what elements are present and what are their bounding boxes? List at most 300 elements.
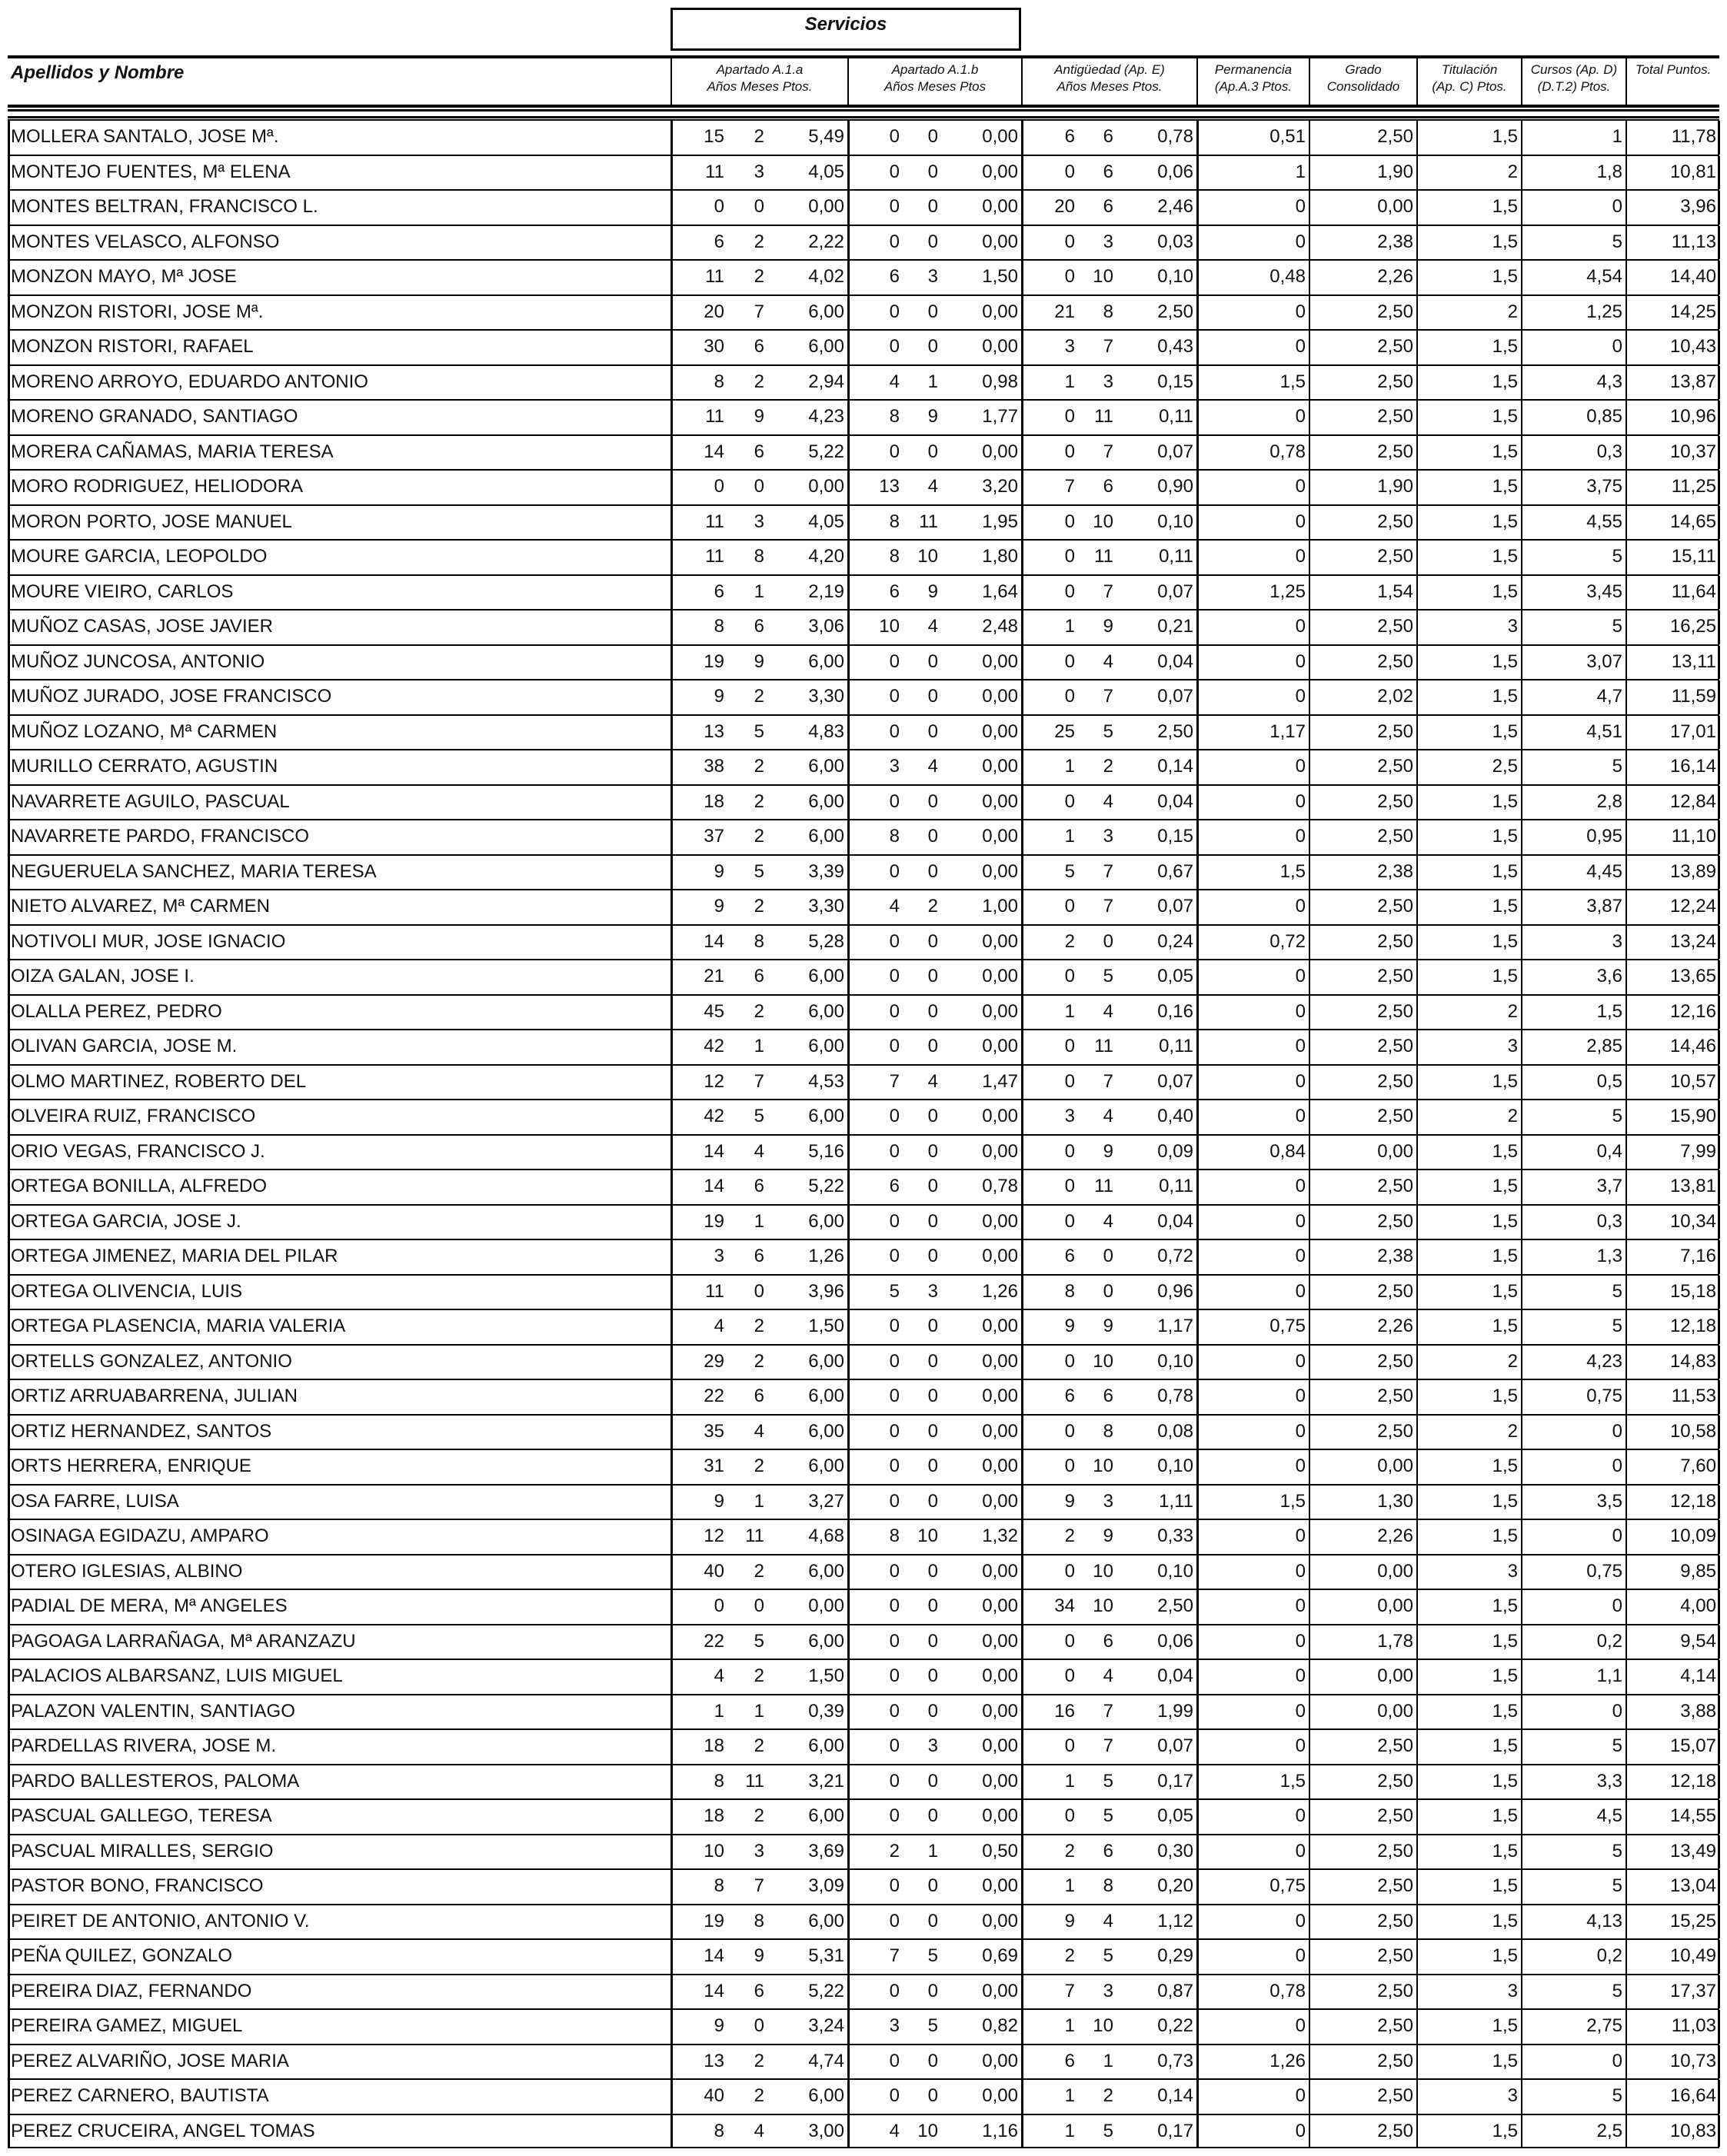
cell-nombre: ORTIZ ARRUABARRENA, JULIAN (11, 1386, 298, 1406)
cell-a1a-meses: 2 (754, 826, 764, 847)
column-divider (1021, 1870, 1023, 1904)
cell-a1b-ptos: 1,47 (982, 1070, 1018, 1092)
cell-cursos: 5 (1612, 231, 1622, 252)
column-divider (1021, 716, 1023, 750)
column-divider (1196, 261, 1199, 294)
cell-nombre: ORTEGA OLIVENCIA, LUIS (11, 1280, 242, 1302)
cell-titulacion: 3 (1507, 1036, 1518, 1056)
table-row (8, 469, 1719, 504)
column-divider (1196, 1066, 1199, 1100)
cell-a1a-meses: 0 (754, 476, 764, 497)
column-divider (1309, 1520, 1310, 1554)
cell-cursos: 4,3 (1596, 371, 1622, 392)
cell-antig-meses: 10 (1093, 1456, 1113, 1476)
cell-cursos: 1,1 (1596, 1665, 1622, 1686)
cell-a1a-anos: 20 (704, 301, 724, 322)
cell-cursos: 5 (1612, 1735, 1622, 1756)
cell-a1a-anos: 18 (704, 1735, 724, 1756)
cell-total: 12,18 (1669, 1316, 1716, 1336)
column-divider (1196, 996, 1199, 1030)
cell-antig-ptos: 0,06 (1157, 1630, 1193, 1652)
cell-permanencia: 0,78 (1269, 1980, 1306, 2001)
cell-a1b-ptos: 0,00 (982, 1910, 1018, 1931)
cell-permanencia: 0,84 (1269, 1140, 1306, 1162)
table-row (8, 1309, 1719, 1344)
column-divider (1196, 2080, 1199, 2114)
cell-a1b-meses: 0 (927, 860, 938, 882)
cell-a1b-anos: 3 (889, 756, 900, 777)
column-divider (1521, 960, 1522, 994)
column-divider (671, 646, 673, 680)
cell-nombre: NIETO ALVAREZ, Mª CARMEN (11, 896, 270, 917)
column-divider (1021, 1800, 1023, 1834)
cell-a1a-ptos: 2,19 (808, 581, 844, 602)
column-divider (1021, 1276, 1023, 1309)
cell-nombre: MONTES VELASCO, ALFONSO (11, 231, 280, 252)
cell-a1b-meses: 0 (927, 966, 938, 987)
cell-a1a-ptos: 2,94 (808, 371, 844, 392)
cell-antig-anos: 0 (1064, 1210, 1075, 1232)
cell-antig-meses: 7 (1103, 686, 1113, 707)
column-divider (671, 611, 673, 644)
cell-antig-anos: 0 (1064, 1560, 1075, 1582)
cell-titulacion: 1,5 (1492, 896, 1518, 917)
column-divider (1021, 1346, 1023, 1379)
column-divider (8, 611, 10, 644)
column-divider (1718, 1695, 1720, 1729)
column-divider (671, 436, 673, 470)
cell-a1b-ptos: 0,50 (982, 1840, 1018, 1862)
cell-titulacion: 1,5 (1492, 126, 1518, 147)
cell-antig-anos: 7 (1064, 476, 1075, 497)
column-divider (8, 1170, 10, 1204)
cell-nombre: MOURE GARCIA, LEOPOLDO (11, 546, 268, 567)
cell-a1a-ptos: 4,53 (808, 1070, 844, 1092)
column-divider (1021, 2010, 1023, 2044)
cell-total: 7,60 (1680, 1456, 1716, 1476)
cell-antig-meses: 4 (1103, 1106, 1113, 1126)
cell-a1a-meses: 0 (754, 1595, 764, 1616)
cell-a1a-anos: 3 (714, 1246, 724, 1266)
cell-total: 10,43 (1669, 336, 1716, 357)
cell-titulacion: 2 (1507, 1106, 1518, 1126)
table-row (8, 1239, 1719, 1274)
cell-antig-anos: 1 (1064, 1000, 1075, 1022)
cell-grado: 2,50 (1377, 1945, 1413, 1966)
cell-a1b-meses: 0 (927, 930, 938, 952)
header-titulacion: Titulación (Ap. C) Ptos. (1416, 58, 1521, 105)
cell-titulacion: 1,5 (1492, 476, 1518, 497)
cell-a1b-anos: 0 (889, 1595, 900, 1616)
table-row (8, 609, 1719, 644)
column-divider (1718, 1625, 1720, 1659)
cell-antig-meses: 10 (1093, 1560, 1113, 1582)
column-divider (1416, 296, 1418, 330)
cell-a1b-meses: 0 (927, 686, 938, 707)
table-row (8, 1694, 1719, 1729)
column-divider (1626, 1660, 1627, 1694)
cell-a1b-anos: 0 (889, 161, 900, 182)
header-total-puntos: Total Puntos. (1626, 58, 1719, 105)
cell-permanencia: 1,26 (1269, 2050, 1306, 2071)
cell-a1b-meses: 0 (927, 1665, 938, 1686)
cell-a1a-anos: 8 (714, 371, 724, 392)
column-divider (8, 1066, 10, 1100)
cell-a1b-ptos: 1,77 (982, 406, 1018, 427)
column-divider (1309, 1555, 1310, 1589)
column-divider (1718, 1100, 1720, 1134)
cell-antig-anos: 0 (1064, 1630, 1075, 1652)
column-divider (1309, 2010, 1310, 2044)
column-divider (1309, 576, 1310, 610)
column-divider (1309, 926, 1310, 960)
cell-antig-anos: 2 (1064, 930, 1075, 952)
column-divider (847, 1520, 850, 1554)
column-divider (671, 856, 673, 890)
column-divider (8, 401, 10, 434)
column-divider (1626, 1975, 1627, 2009)
column-divider (1196, 1136, 1199, 1169)
cell-total: 15,07 (1669, 1735, 1716, 1756)
cell-total: 14,83 (1669, 1350, 1716, 1372)
cell-cursos: 0 (1612, 2050, 1622, 2071)
column-divider (1626, 1940, 1627, 1974)
cell-cursos: 5 (1612, 2085, 1622, 2106)
column-divider (1718, 2045, 1720, 2079)
column-divider (1626, 296, 1627, 330)
column-divider (1521, 2045, 1522, 2079)
column-divider (1309, 1066, 1310, 1100)
column-divider (1626, 1450, 1627, 1484)
cell-nombre: NAVARRETE PARDO, FRANCISCO (11, 826, 310, 847)
cell-a1b-ptos: 0,00 (982, 1000, 1018, 1022)
cell-antig-anos: 0 (1064, 686, 1075, 707)
cell-antig-meses: 3 (1103, 231, 1113, 252)
column-divider (1521, 1590, 1522, 1624)
cell-cursos: 4,54 (1586, 266, 1622, 287)
cell-antig-meses: 7 (1103, 860, 1113, 882)
table-row (8, 189, 1719, 225)
table-row (8, 225, 1719, 260)
column-divider (671, 2115, 673, 2148)
cell-cursos: 0,95 (1586, 826, 1622, 847)
cell-cursos: 1,3 (1596, 1246, 1622, 1266)
column-divider (1718, 1380, 1720, 1414)
cell-cursos: 0 (1612, 1700, 1622, 1722)
cell-antig-ptos: 0,10 (1157, 1350, 1193, 1372)
cell-total: 15,11 (1671, 546, 1716, 567)
column-divider (1309, 1206, 1310, 1239)
cell-nombre: MORENO ARROYO, EDUARDO ANTONIO (11, 371, 368, 392)
column-divider (1309, 1170, 1310, 1204)
cell-a1b-anos: 0 (889, 1456, 900, 1476)
table-row (8, 539, 1719, 574)
cell-a1a-anos: 19 (704, 650, 724, 672)
column-divider (847, 1765, 850, 1799)
cell-grado: 2,50 (1377, 826, 1413, 847)
cell-antig-anos: 2 (1064, 1945, 1075, 1966)
column-divider (8, 1765, 10, 1799)
column-divider (847, 366, 850, 400)
column-divider (671, 1660, 673, 1694)
cell-cursos: 5 (1612, 1875, 1622, 1896)
cell-permanencia: 0 (1295, 966, 1306, 987)
cell-a1a-ptos: 6,00 (808, 1805, 844, 1826)
cell-titulacion: 1,5 (1492, 826, 1518, 847)
column-divider (1196, 926, 1199, 960)
cell-permanencia: 0 (1295, 301, 1306, 322)
column-divider (847, 1590, 850, 1624)
cell-grado: 2,50 (1377, 301, 1413, 322)
column-divider (1521, 1730, 1522, 1764)
cell-cursos: 5 (1612, 756, 1622, 777)
cell-a1a-anos: 45 (704, 1000, 724, 1022)
cell-grado: 2,50 (1377, 650, 1413, 672)
cell-antig-anos: 25 (1054, 720, 1075, 742)
cell-antig-meses: 10 (1093, 2015, 1113, 2036)
cell-a1b-anos: 0 (889, 966, 900, 987)
column-divider (847, 680, 850, 714)
cell-a1b-anos: 0 (889, 1910, 900, 1931)
cell-a1a-meses: 4 (754, 1420, 764, 1442)
cell-cursos: 0,4 (1596, 1140, 1622, 1162)
cell-a1a-anos: 13 (704, 2050, 724, 2071)
column-divider (1196, 226, 1199, 260)
cell-total: 16,25 (1669, 616, 1716, 637)
cell-permanencia: 0 (1295, 2015, 1306, 2036)
cell-antig-meses: 5 (1103, 966, 1113, 987)
cell-antig-ptos: 1,99 (1157, 1700, 1193, 1722)
cell-a1a-anos: 12 (704, 1070, 724, 1092)
cell-grado: 2,50 (1377, 1805, 1413, 1826)
cell-grado: 2,50 (1377, 2120, 1413, 2141)
cell-antig-anos: 9 (1064, 1910, 1075, 1931)
cell-antig-anos: 1 (1064, 2085, 1075, 2106)
cell-antig-meses: 4 (1103, 1210, 1113, 1232)
cell-cursos: 4,45 (1586, 860, 1622, 882)
column-divider (1521, 716, 1522, 750)
column-divider (8, 191, 10, 225)
column-divider (847, 786, 850, 820)
cell-antig-meses: 4 (1103, 650, 1113, 672)
column-divider (1021, 646, 1023, 680)
cell-a1a-ptos: 6,00 (808, 1210, 844, 1232)
cell-antig-meses: 6 (1103, 476, 1113, 497)
cell-a1a-ptos: 6,00 (808, 301, 844, 322)
column-divider (1718, 1870, 1720, 1904)
cell-a1b-anos: 0 (889, 1630, 900, 1652)
cell-permanencia: 0 (1295, 1700, 1306, 1722)
cell-a1b-ptos: 0,00 (982, 720, 1018, 742)
column-divider (1718, 996, 1720, 1030)
column-divider (1021, 1625, 1023, 1659)
cell-permanencia: 0,78 (1269, 441, 1306, 462)
cell-a1b-anos: 0 (889, 126, 900, 147)
column-divider (1196, 471, 1199, 504)
column-divider (1626, 750, 1627, 784)
cell-a1b-anos: 6 (889, 581, 900, 602)
cell-total: 13,89 (1669, 860, 1716, 882)
cell-grado: 2,50 (1377, 1910, 1413, 1931)
cell-total: 9,85 (1680, 1560, 1716, 1582)
column-divider (1626, 401, 1627, 434)
cell-titulacion: 1,5 (1492, 2120, 1518, 2141)
column-divider (1021, 1240, 1023, 1274)
column-divider (1718, 541, 1720, 574)
column-divider (1021, 261, 1023, 294)
cell-cursos: 0 (1612, 1420, 1622, 1442)
column-divider (1416, 1765, 1418, 1799)
cell-antig-ptos: 1,12 (1157, 1910, 1193, 1931)
cell-titulacion: 1,5 (1492, 790, 1518, 812)
column-divider (1718, 786, 1720, 820)
cell-antig-meses: 3 (1103, 826, 1113, 847)
cell-permanencia: 0 (1295, 1246, 1306, 1266)
cell-a1a-anos: 30 (704, 336, 724, 357)
column-divider (1718, 960, 1720, 994)
cell-a1b-meses: 0 (927, 1805, 938, 1826)
cell-antig-ptos: 0,87 (1157, 1980, 1193, 2001)
cell-antig-anos: 0 (1064, 1350, 1075, 1372)
cell-nombre: PEREZ CARNERO, BAUTISTA (11, 2085, 269, 2106)
cell-antig-ptos: 0,30 (1157, 1840, 1193, 1862)
cell-cursos: 0,5 (1596, 1070, 1622, 1092)
cell-titulacion: 1,5 (1492, 1386, 1518, 1406)
cell-a1b-anos: 13 (879, 476, 900, 497)
header-double-rule (8, 109, 1719, 118)
cell-titulacion: 1,5 (1492, 650, 1518, 672)
cell-grado: 0,00 (1377, 1700, 1413, 1722)
cell-cursos: 0,75 (1586, 1386, 1622, 1406)
column-divider (1626, 960, 1627, 994)
cell-grado: 0,00 (1377, 1665, 1413, 1686)
column-divider (847, 2080, 850, 2114)
column-divider (1718, 1835, 1720, 1869)
cell-a1a-anos: 8 (714, 1875, 724, 1896)
cell-antig-meses: 9 (1103, 1140, 1113, 1162)
cell-cursos: 4,13 (1586, 1910, 1622, 1931)
cell-a1a-ptos: 3,00 (808, 2120, 844, 2141)
cell-a1b-anos: 0 (889, 301, 900, 322)
cell-a1b-ptos: 0,69 (982, 1945, 1018, 1966)
column-divider (1021, 996, 1023, 1030)
column-divider (1021, 191, 1023, 225)
column-divider (8, 576, 10, 610)
column-divider (1309, 191, 1310, 225)
header-grado-consolidado: Grado Consolidado (1309, 58, 1416, 105)
cell-a1a-meses: 2 (754, 1350, 764, 1372)
cell-antig-anos: 8 (1064, 1280, 1075, 1302)
cell-cursos: 3,75 (1586, 476, 1622, 497)
cell-a1a-ptos: 3,69 (808, 1840, 844, 1862)
column-divider (1021, 401, 1023, 434)
cell-antig-ptos: 0,05 (1157, 1805, 1193, 1826)
cell-antig-ptos: 0,24 (1157, 930, 1193, 952)
column-divider (847, 261, 850, 294)
column-divider (1521, 1240, 1522, 1274)
cell-a1a-meses: 3 (754, 161, 764, 182)
column-divider (1521, 1030, 1522, 1064)
column-divider (8, 786, 10, 820)
cell-a1b-ptos: 0,00 (982, 1316, 1018, 1336)
column-divider (1416, 1940, 1418, 1974)
cell-a1b-meses: 5 (927, 2015, 938, 2036)
column-divider (8, 261, 10, 294)
column-divider (1521, 1416, 1522, 1449)
cell-a1b-anos: 0 (889, 1140, 900, 1162)
cell-a1a-anos: 40 (704, 2085, 724, 2106)
cell-a1a-ptos: 6,00 (808, 1386, 844, 1406)
cell-nombre: ORTEGA GARCIA, JOSE J. (11, 1210, 241, 1232)
cell-a1b-meses: 3 (927, 266, 938, 287)
column-divider (847, 1555, 850, 1589)
column-divider (1416, 506, 1418, 540)
cell-permanencia: 0 (1295, 1945, 1306, 1966)
column-divider (1021, 680, 1023, 714)
cell-permanencia: 1,5 (1279, 1490, 1306, 1512)
cell-a1a-meses: 6 (754, 441, 764, 462)
column-divider (1021, 856, 1023, 890)
cell-antig-ptos: 0,14 (1157, 2085, 1193, 2106)
column-divider (1718, 1486, 1720, 1519)
column-divider (1718, 1940, 1720, 1974)
cell-titulacion: 1,5 (1492, 1456, 1518, 1476)
cell-nombre: MORO RODRIGUEZ, HELIODORA (11, 476, 304, 497)
column-divider (1309, 1905, 1310, 1939)
column-divider (1521, 2115, 1522, 2148)
column-divider (1196, 576, 1199, 610)
column-divider (1521, 471, 1522, 504)
cell-cursos: 1,25 (1586, 301, 1622, 322)
cell-total: 13,49 (1669, 1840, 1716, 1862)
cell-antig-meses: 10 (1093, 1350, 1113, 1372)
cell-antig-anos: 0 (1064, 1805, 1075, 1826)
column-divider (1021, 366, 1023, 400)
cell-grado: 2,50 (1377, 1000, 1413, 1022)
cell-a1a-anos: 14 (704, 1980, 724, 2001)
column-divider (847, 331, 850, 364)
column-divider (1416, 1520, 1418, 1554)
table-row (8, 259, 1719, 294)
column-divider (1309, 646, 1310, 680)
cell-a1b-anos: 0 (889, 1386, 900, 1406)
cell-antig-anos: 3 (1064, 336, 1075, 357)
column-divider (847, 2045, 850, 2079)
column-divider (1718, 1030, 1720, 1064)
column-divider (1416, 1975, 1418, 2009)
table-row (8, 889, 1719, 924)
cell-a1b-anos: 0 (889, 1210, 900, 1232)
column-divider (671, 1695, 673, 1729)
cell-antig-anos: 0 (1064, 546, 1075, 567)
cell-antig-ptos: 0,72 (1157, 1246, 1193, 1266)
column-divider (1626, 1416, 1627, 1449)
table-row (8, 1764, 1719, 1799)
column-divider (671, 1800, 673, 1834)
cell-a1b-meses: 4 (927, 476, 938, 497)
cell-titulacion: 1,5 (1492, 1665, 1518, 1686)
table-row (8, 1064, 1719, 1100)
cell-antig-ptos: 1,17 (1157, 1316, 1193, 1336)
cell-antig-ptos: 0,07 (1157, 441, 1193, 462)
cell-total: 7,99 (1680, 1140, 1716, 1162)
column-divider (1021, 1975, 1023, 2009)
cell-total: 11,03 (1671, 2015, 1716, 2036)
cell-nombre: PEREIRA DIAZ, FERNANDO (11, 1980, 252, 2001)
cell-total: 15,90 (1669, 1106, 1716, 1126)
cell-a1b-ptos: 0,00 (982, 1420, 1018, 1442)
cell-antig-meses: 3 (1103, 1980, 1113, 2001)
